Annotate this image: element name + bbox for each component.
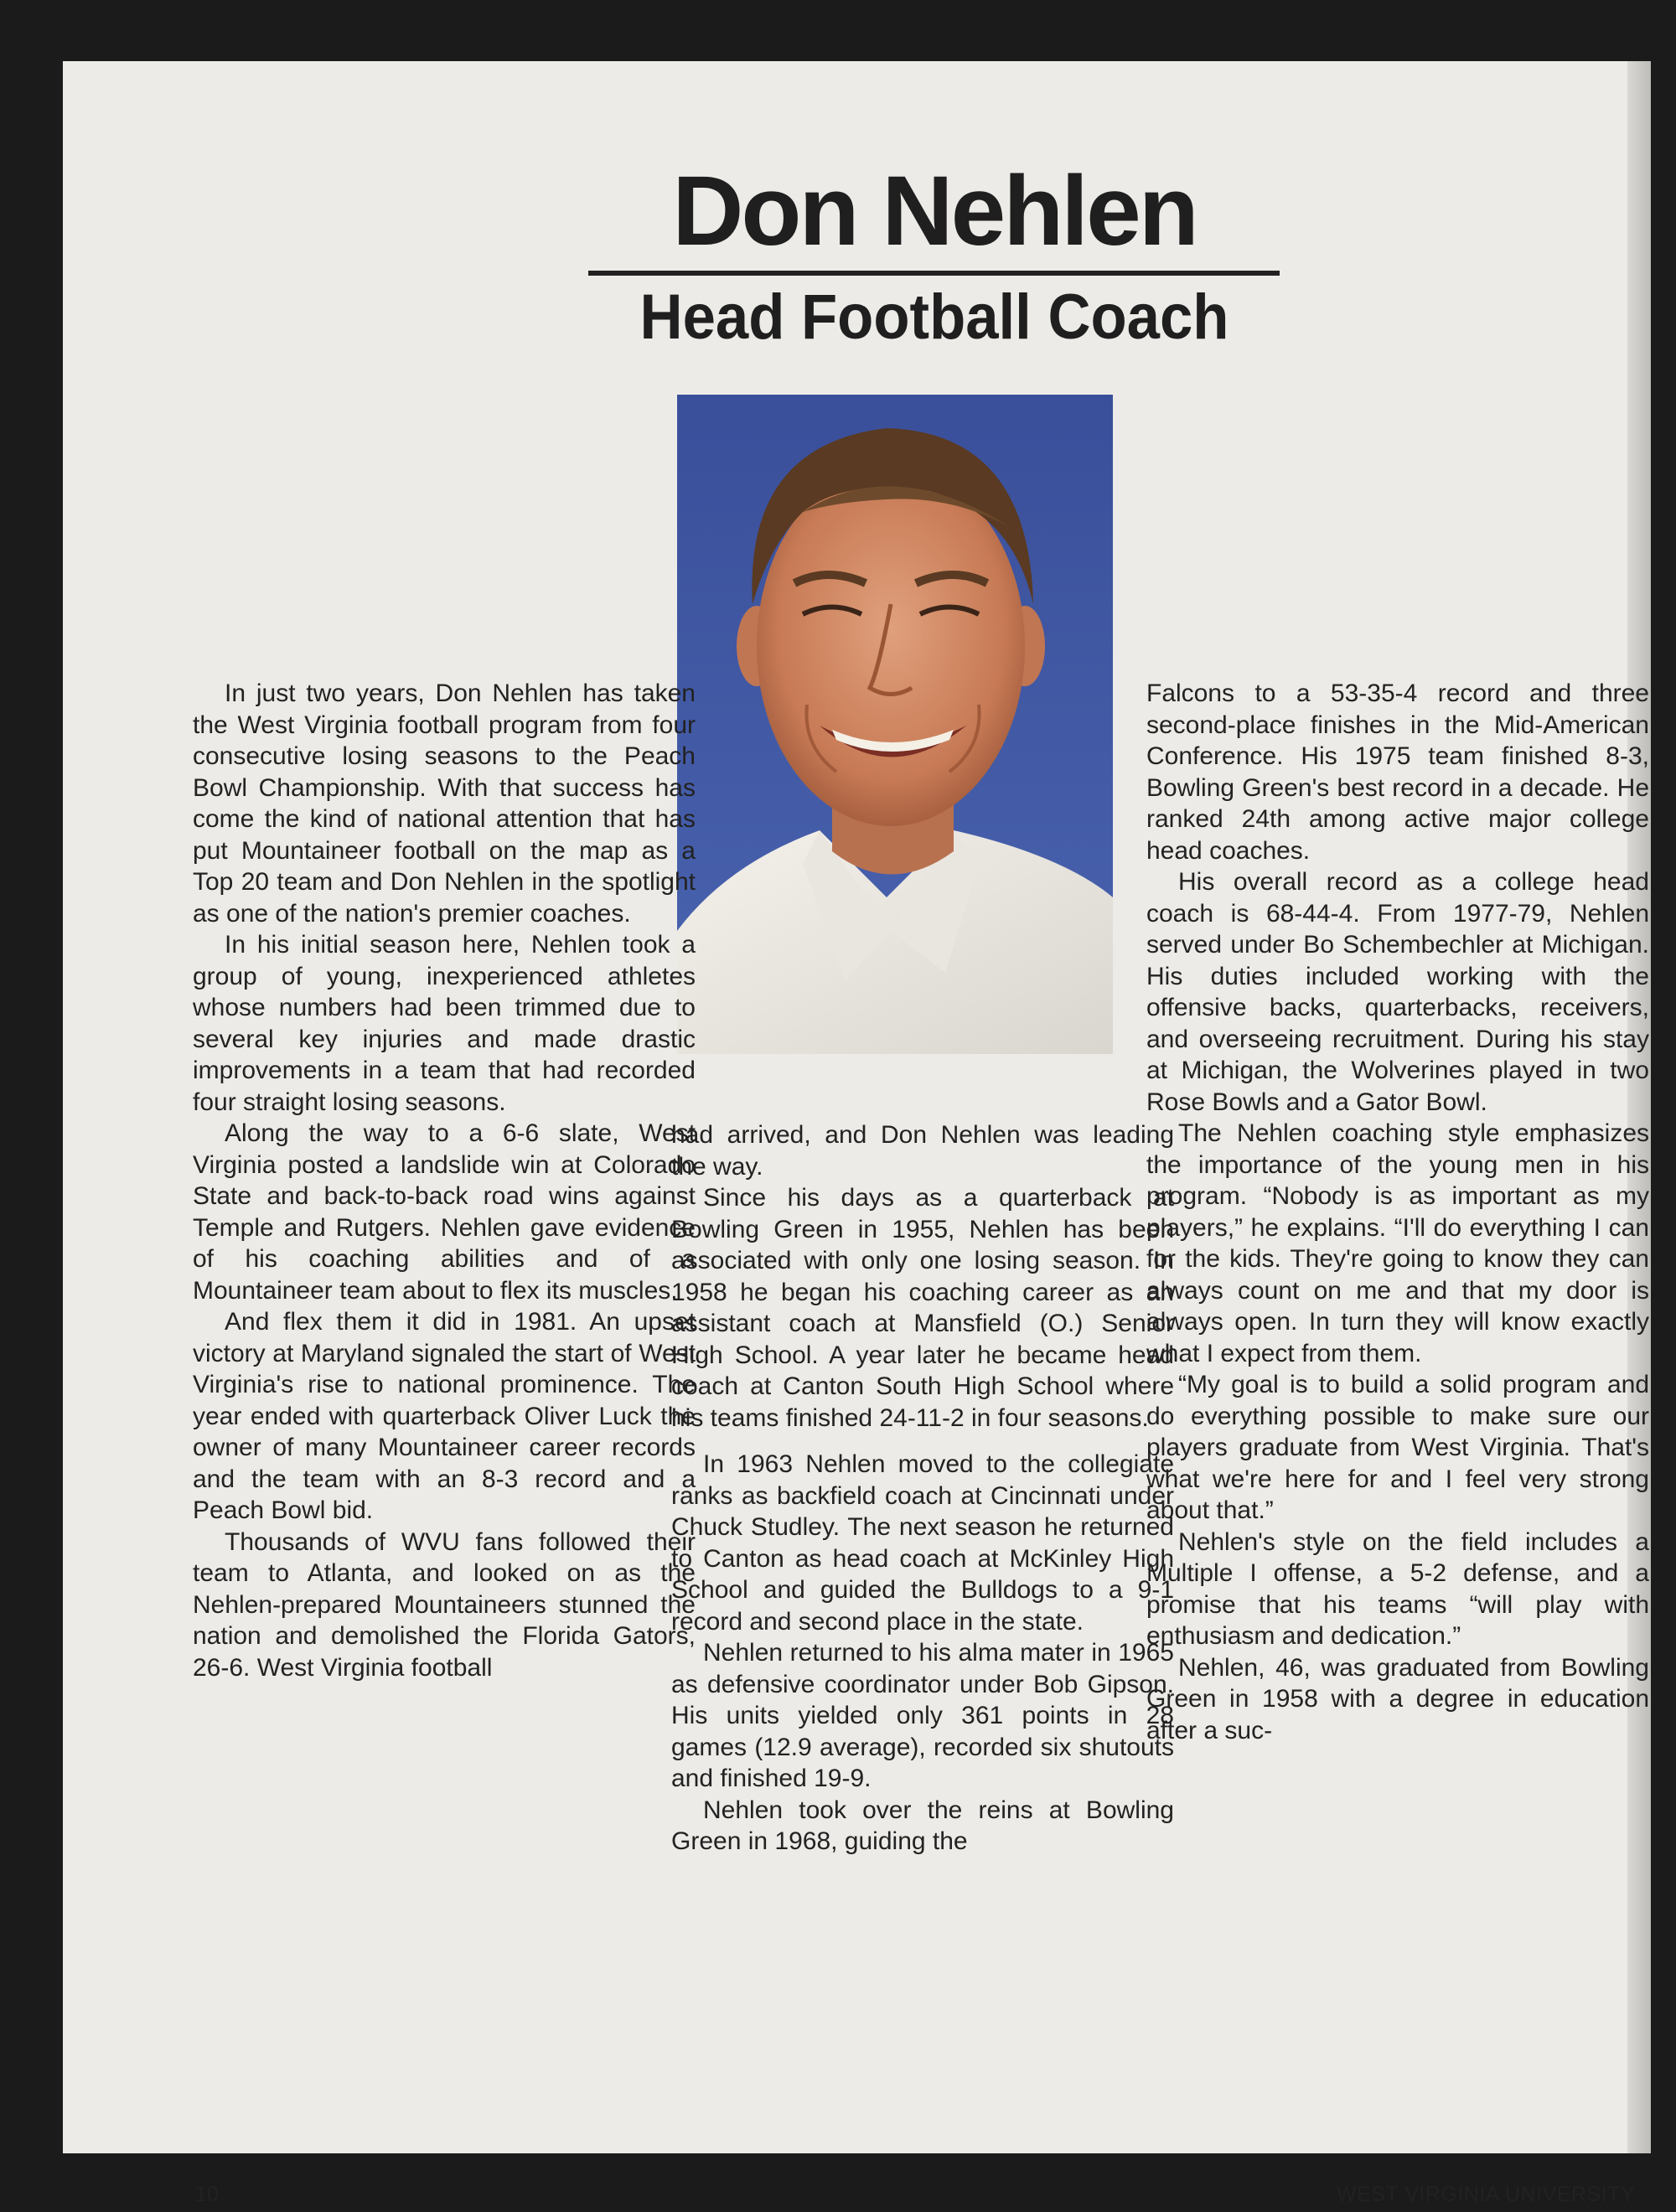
- paragraph: Along the way to a 6-6 slate, West Virginia posted a landslide win at Colorado State and back-to-back road wins against Temple and Rutgers. Nehlen gave evidence of his coaching abilities and of a Mountaineer team about to flex its muscles.: [193, 1119, 696, 1305]
- paragraph: had arrived, and Don Nehlen was leading the way.: [671, 1121, 1174, 1181]
- paragraph: Nehlen's style on the field includes a Multiple I offense, a 5-2 defense, and a promise that his teams “will play with enthusiasm and dedication.”: [1146, 1527, 1649, 1650]
- paragraph: Nehlen, 46, was graduated from Bowling Green in 1958 with a degree in education after a suc-: [1146, 1653, 1649, 1744]
- paragraph: Since his days as a quarterback at Bowling Green in 1955, Nehlen has been associated with only one losing season. In 1958 he began his coaching career as an assistant coach at Mansfield (O.) Senior High School. A year later he became head coach at Canton South High School where his teams finished 24-11-2 in four seasons.: [671, 1184, 1174, 1432]
- publication-name: WEST VIRGINIA UNIVERSITY: [1337, 2183, 1636, 2206]
- paragraph: His overall record as a college head coach is 68-44-4. From 1977-79, Nehlen served under Bo Schembechler at Michigan. His duties included working with the offensive backs, quarterbacks, receivers, and overseeing recruitment. During his stay at Michigan, the Wolverines played in two Rose Bowls and a Gator Bowl.: [1146, 868, 1649, 1116]
- page-number: 10: [195, 2183, 219, 2206]
- portrait-photo: [677, 395, 1113, 1054]
- paragraph: In just two years, Don Nehlen has taken the West Virginia football program from four consecutive losing seasons to the Peach Bowl Championship. With that success has come the kind of national attention that has put Mountaineer football on the map as a Top 20 team and Don Nehlen in the spotlight as one of the nation's premier coaches.: [193, 680, 696, 928]
- paragraph: And flex them it did in 1981. An upset victory at Maryland signaled the start of West Virginia's rise to national prominence. The year ended with quarterback Oliver Luck the owner of many Mountaineer career records and the team with an 8-3 record and a Peach Bowl bid.: [193, 1308, 696, 1524]
- text-column-1: [193, 678, 696, 1683]
- paragraph: In 1963 Nehlen moved to the collegiate ranks as backfield coach at Cincinnati under Chuck Studley. The next season he returned to Canton as head coach at McKinley High School and guided the Bulldogs to a 9-1 record and second place in the state.: [671, 1450, 1174, 1636]
- text-column-2: [671, 1119, 1174, 1858]
- paragraph: Thousands of WVU fans followed their team to Atlanta, and looked on as the Nehlen-prepared Mountaineers stunned the nation and demolished the Florida Gators, 26-6. West Virginia football: [193, 1527, 696, 1682]
- page-title: Don Nehlen: [672, 156, 1197, 266]
- paragraph: In his initial season here, Nehlen took a group of young, inexperienced athletes whose numbers had been trimmed due to several key injuries and made drastic improvements in a team that had recorded four straight losing seasons.: [193, 931, 696, 1116]
- portrait-illustration: [677, 395, 1113, 1054]
- paragraph: “My goal is to build a solid program and do everything possible to make sure our players graduate from West Virginia. That's what we're here for and I feel very strong about that.”: [1146, 1371, 1649, 1524]
- paragraph: Nehlen returned to his alma mater in 1965 as defensive coordinator under Bob Gipson. His units yielded only 361 points in 28 games (12.9 average), recorded six shutouts and finished 19-9.: [671, 1639, 1174, 1792]
- page-subtitle: Head Football Coach: [639, 282, 1229, 353]
- magazine-page: [63, 61, 1651, 2206]
- title-rule: [588, 271, 1280, 276]
- paragraph: Nehlen took over the reins at Bowling Green in 1968, guiding the: [671, 1796, 1174, 1855]
- paragraph: The Nehlen coaching style emphasizes the importance of the young men in his program. “Nobody is as important as my players,” he explains. “I'll do everything I can for the kids. They're going to know they can always count on me and that my door is always open. In turn they will know exactly what I expect from them.: [1146, 1119, 1649, 1367]
- paragraph: Falcons to a 53-35-4 record and three second-place finishes in the Mid-American Conference. His 1975 team finished 8-3, Bowling Green's best record in a decade. He ranked 24th among active major college head coaches.: [1146, 680, 1649, 865]
- text-column-3: [1146, 678, 1649, 1746]
